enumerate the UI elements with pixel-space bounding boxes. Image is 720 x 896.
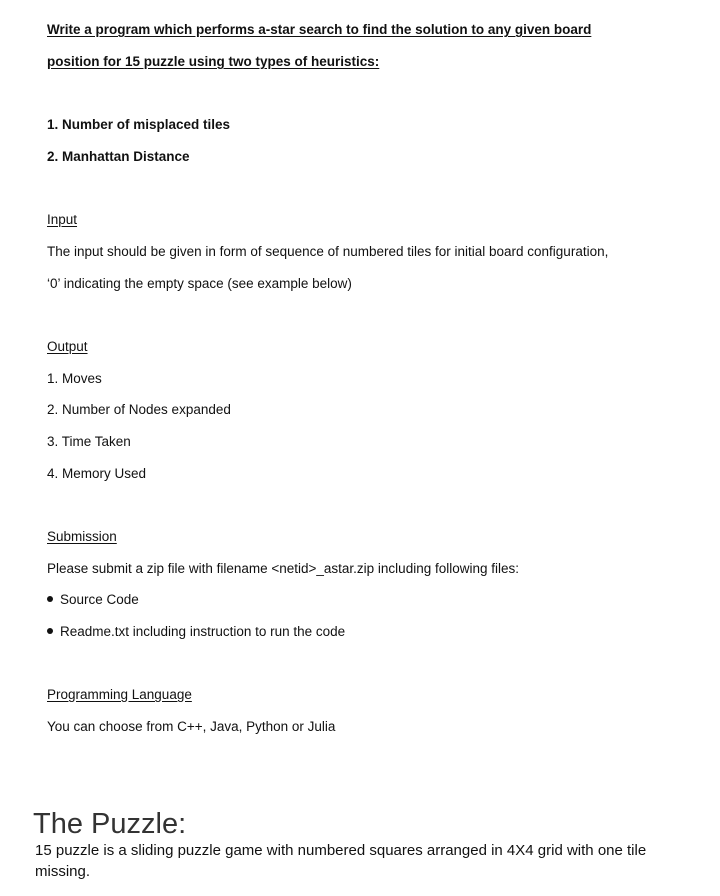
output-item: 1. Moves [47, 371, 102, 386]
heuristic-item: 1. Number of misplaced tiles [47, 117, 231, 132]
bullet-dot-icon [47, 628, 53, 634]
puzzle-section-title: The Puzzle: [33, 808, 187, 841]
input-description-line-1: The input should be given in form of sequence of numbered tiles for initial board configuration, [47, 244, 609, 259]
assignment-heading-line-1: Write a program which performs a-star search to find the solution to any given board [47, 22, 592, 37]
bullet-dot-icon [47, 596, 53, 602]
submission-section-title: Submission [47, 529, 117, 544]
output-item: 3. Time Taken [47, 434, 131, 449]
puzzle-description: 15 puzzle is a sliding puzzle game with numbered squares arranged in 4X4 grid with one tile missing. [35, 842, 647, 880]
output-section-title: Output [47, 339, 88, 354]
submission-bullet [47, 623, 345, 641]
output-item: 2. Number of Nodes expanded [47, 402, 231, 417]
language-section-title: Programming Language [47, 687, 192, 702]
submission-instruction: Please submit a zip file with filename <netid>_astar.zip including following files: [47, 561, 520, 576]
language-description: You can choose from C++, Java, Python or Julia [47, 719, 336, 734]
submission-bullet-text: Readme.txt including instruction to run the code [60, 624, 346, 639]
heuristic-item: 2. Manhattan Distance [47, 149, 190, 164]
assignment-heading-line-2: position for 15 puzzle using two types of heuristics: [47, 54, 380, 69]
input-section-title: Input [47, 212, 78, 227]
submission-bullet [47, 591, 139, 609]
output-item: 4. Memory Used [47, 466, 147, 481]
submission-bullet-text: Source Code [60, 592, 139, 607]
input-description-line-2: ‘0’ indicating the empty space (see example below) [47, 276, 352, 291]
